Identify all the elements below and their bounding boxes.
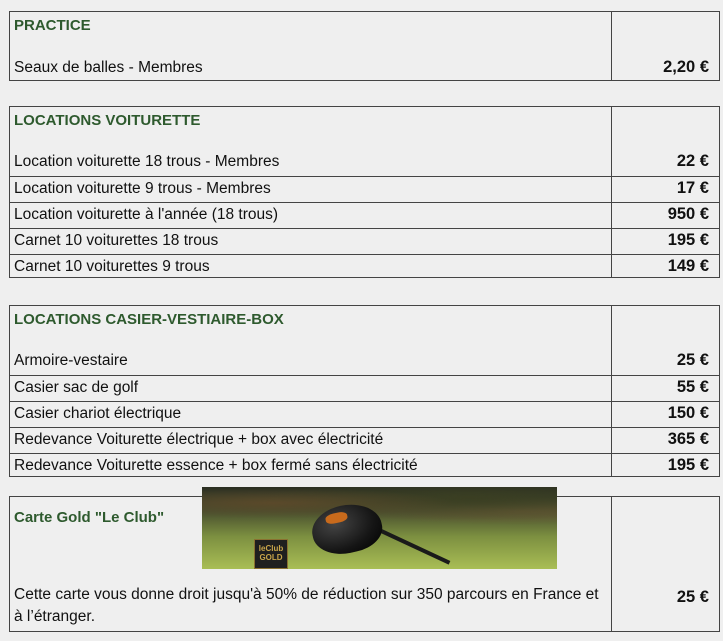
- item-label: Armoire-vestaire: [14, 352, 128, 369]
- card-logo-line2: GOLD: [259, 553, 283, 562]
- table-row: [10, 150, 719, 176]
- section-casier: [9, 305, 720, 477]
- item-label: Redevance Voiturette essence + box fermé sans électricité: [14, 457, 418, 474]
- golf-driver-image: [202, 487, 557, 569]
- item-label: Location voiturette 18 trous - Membres: [14, 153, 280, 170]
- table-row: [10, 349, 719, 375]
- item-price: 149 €: [667, 257, 709, 275]
- table-row: [10, 427, 719, 453]
- item-price: 22 €: [676, 152, 709, 170]
- item-price: 195 €: [667, 456, 709, 474]
- item-label: Carnet 10 voiturettes 18 trous: [14, 232, 219, 249]
- item-label: Casier sac de golf: [14, 379, 139, 396]
- section-voiturette: [9, 106, 720, 278]
- club-shaft: [376, 527, 450, 564]
- gold-card-logo: [254, 539, 288, 569]
- item-price: 365 €: [667, 430, 709, 448]
- section-title: LOCATIONS VOITURETTE: [14, 112, 201, 129]
- item-price: 55 €: [676, 378, 709, 396]
- table-row: [10, 254, 719, 280]
- section-title: PRACTICE: [14, 17, 91, 34]
- table-row: [10, 228, 719, 254]
- item-label: Carnet 10 voiturettes 9 trous: [14, 258, 210, 275]
- item-price: 150 €: [667, 404, 709, 422]
- table-row: [10, 202, 719, 228]
- item-price: 195 €: [667, 231, 709, 249]
- item-label: Location voiturette à l'année (18 trous): [14, 206, 279, 223]
- item-label: Redevance Voiturette électrique + box avec électricité: [14, 431, 384, 448]
- table-row: [10, 176, 719, 202]
- section-title: Carte Gold "Le Club": [14, 509, 165, 526]
- item-label: Casier chariot électrique: [14, 405, 182, 422]
- table-row: [10, 56, 719, 82]
- item-price: 25 €: [676, 351, 709, 369]
- item-price: 17 €: [676, 179, 709, 197]
- item-price: 2,20 €: [663, 58, 709, 76]
- item-label: Location voiturette 9 trous - Membres: [14, 180, 271, 197]
- table-row: [10, 453, 719, 479]
- column-divider: [611, 497, 612, 631]
- gold-description: Cette carte vous donne droit jusqu'à 50% de réduction sur 350 parcours en France et à l’étranger.: [14, 586, 599, 625]
- item-label: Seaux de balles - Membres: [14, 59, 203, 76]
- table-row: [10, 375, 719, 401]
- club-accent: [325, 511, 349, 525]
- table-row: [10, 401, 719, 427]
- item-price: 25 €: [676, 588, 709, 606]
- card-logo-line1: leClub: [258, 544, 284, 553]
- item-price: 950 €: [667, 205, 709, 223]
- section-practice: [9, 11, 720, 81]
- section-title: LOCATIONS CASIER-VESTIAIRE-BOX: [14, 311, 284, 328]
